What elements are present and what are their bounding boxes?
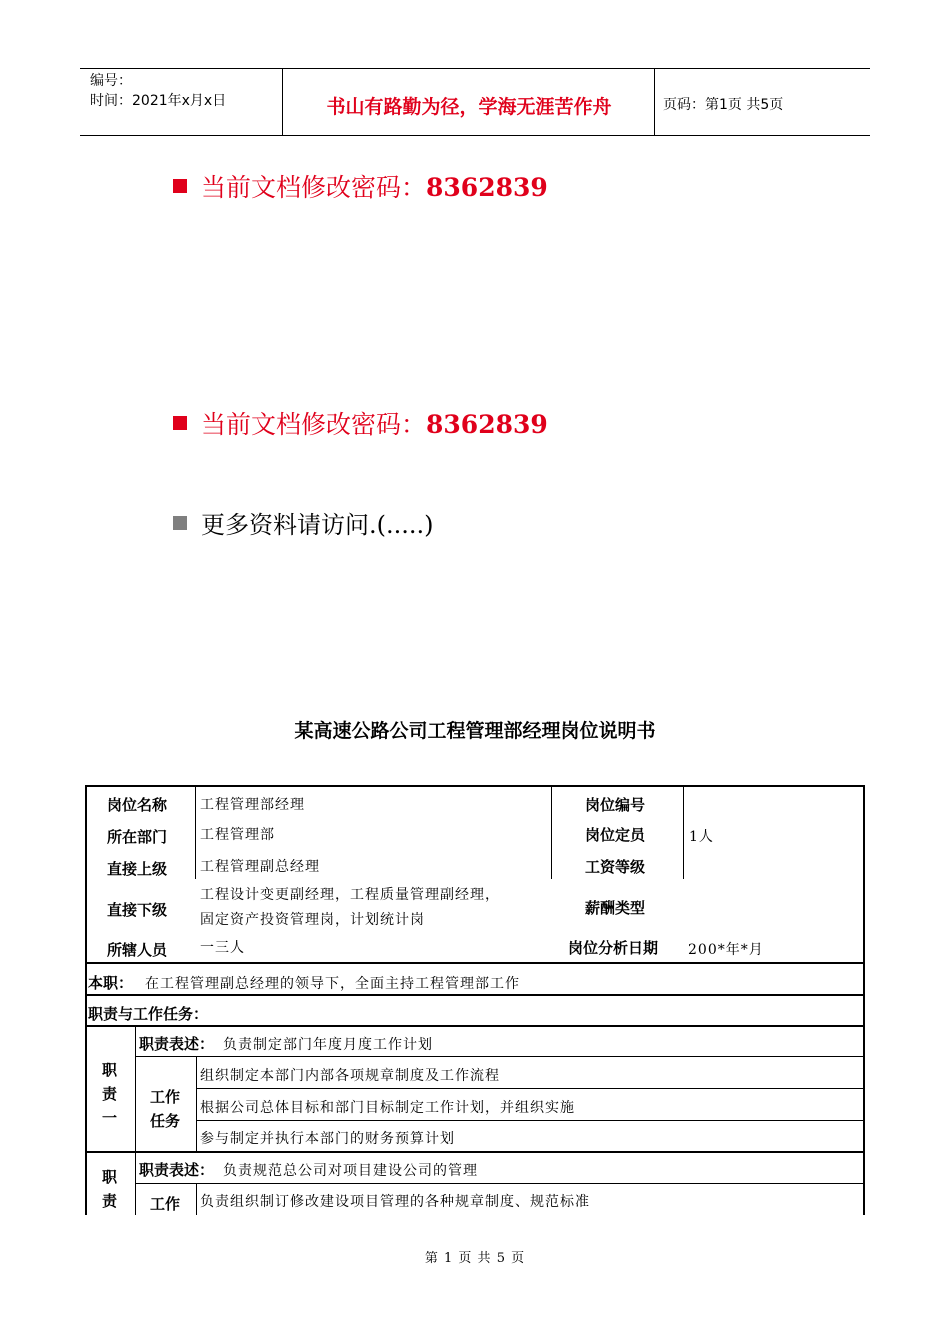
- superior-value: 工程管理副总经理: [200, 859, 320, 875]
- info-col-divider-1: [195, 787, 196, 879]
- header-number: 编号：: [90, 73, 132, 89]
- duty1-desc-divider: [135, 1056, 865, 1057]
- post-no-label: 岗位编号: [585, 796, 646, 814]
- duty1-task-label-2: 任务: [150, 1112, 181, 1130]
- document-title: 某高速公路公司工程管理部经理岗位说明书: [294, 720, 656, 742]
- duty1-task-divider-2: [196, 1120, 865, 1121]
- duty1-desc-label: 职责表述：: [139, 1035, 215, 1053]
- row-divider-duty: [85, 962, 865, 964]
- password-label: 当前文档修改密码：: [201, 173, 427, 202]
- duty1-label-char-1: 职: [102, 1061, 118, 1079]
- analysis-date-label: 岗位分析日期: [568, 939, 659, 957]
- headcount-value: 1人: [689, 829, 714, 845]
- header-divider-2: [654, 68, 655, 136]
- duty1-task-divider-1: [196, 1088, 865, 1089]
- more-info-notice: [173, 505, 434, 540]
- password-notice-2: [173, 405, 548, 441]
- header-divider-1: [282, 68, 283, 136]
- subordinate-value-line-1: 工程设计变更副经理，工程质量管理副经理，: [200, 887, 500, 903]
- gray-square-bullet-icon: [173, 516, 187, 530]
- staff-value: 一三人: [200, 940, 245, 956]
- password-value: 8362839: [426, 410, 548, 439]
- duty1-task-label-1: 工作: [150, 1088, 181, 1106]
- header-meta: [90, 71, 226, 111]
- page-footer: 第 1 页 共 5 页: [424, 1251, 526, 1266]
- headcount-label: 岗位定员: [585, 826, 646, 844]
- duty1-label-char-2: 责: [102, 1085, 118, 1103]
- duty1-task-label-divider: [196, 1057, 197, 1153]
- duty2-label-char-1: 职: [102, 1168, 118, 1186]
- header-top-border: [80, 68, 870, 69]
- duty-value: 在工程管理副总经理的领导下，全面主持工程管理部工作: [145, 976, 520, 992]
- duty1-task-3: 参与制定并执行本部门的财务预算计划: [200, 1131, 455, 1147]
- duty1-label-char-3: 一: [102, 1109, 118, 1127]
- grade-label: 工资等级: [585, 858, 646, 876]
- duty-label: 本职：: [88, 974, 134, 992]
- red-square-bullet-icon: [173, 416, 187, 430]
- password-notice-1: [173, 168, 548, 204]
- duty2-label-divider: [135, 1153, 136, 1215]
- header-page-number: 页码：第1页 共5页: [663, 97, 784, 113]
- dept-label: 所在部门: [107, 828, 168, 846]
- header-bottom-border: [80, 135, 870, 136]
- post-name-value: 工程管理部经理: [200, 797, 305, 813]
- info-col-divider-3: [683, 787, 684, 879]
- duty2-desc-label: 职责表述：: [139, 1161, 215, 1179]
- duty2-task-label-divider: [196, 1184, 197, 1215]
- row-divider-tasks-header: [85, 994, 865, 996]
- password-value: 8362839: [426, 173, 548, 202]
- duty1-desc-value: 负责制定部门年度月度工作计划: [223, 1037, 433, 1053]
- duty2-desc-value: 负责规范总公司对项目建设公司的管理: [223, 1163, 478, 1179]
- row-divider-duty1: [85, 1025, 865, 1027]
- duty1-task-2: 根据公司总体目标和部门目标制定工作计划，并组织实施: [200, 1100, 575, 1116]
- tasks-header: 职责与工作任务：: [88, 1005, 209, 1023]
- more-info-text: 更多资料请访问.(.....): [201, 511, 434, 539]
- duty2-desc-divider: [135, 1183, 865, 1184]
- header-time: 时间：2021年x月x日: [90, 93, 227, 109]
- duty2-label-char-2: 责: [102, 1192, 118, 1210]
- table-border-top: [85, 785, 865, 787]
- password-label: 当前文档修改密码：: [201, 410, 427, 439]
- duty2-task-1: 负责组织制订修改建设项目管理的各种规章制度、规范标准: [200, 1194, 590, 1210]
- duty1-task-1: 组织制定本部门内部各项规章制度及工作流程: [200, 1068, 500, 1084]
- duty2-task-label-1: 工作: [150, 1195, 181, 1213]
- superior-label: 直接上级: [107, 860, 168, 878]
- info-col-divider-2: [551, 787, 552, 879]
- red-square-bullet-icon: [173, 179, 187, 193]
- subordinate-value-line-2: 固定资产投资管理岗，计划统计岗: [200, 912, 425, 928]
- analysis-date-value: 200*年*月: [688, 942, 764, 958]
- salary-type-label: 薪酬类型: [585, 899, 646, 917]
- staff-label: 所辖人员: [107, 941, 168, 959]
- row-divider-duty2: [85, 1151, 865, 1153]
- dept-value: 工程管理部: [200, 827, 275, 843]
- duty1-label-divider: [135, 1027, 136, 1153]
- post-name-label: 岗位名称: [107, 796, 168, 814]
- job-description-table: [85, 785, 865, 1215]
- header-motto: 书山有路勤为径，学海无涯苦作舟: [326, 96, 612, 118]
- subordinate-label: 直接下级: [107, 901, 168, 919]
